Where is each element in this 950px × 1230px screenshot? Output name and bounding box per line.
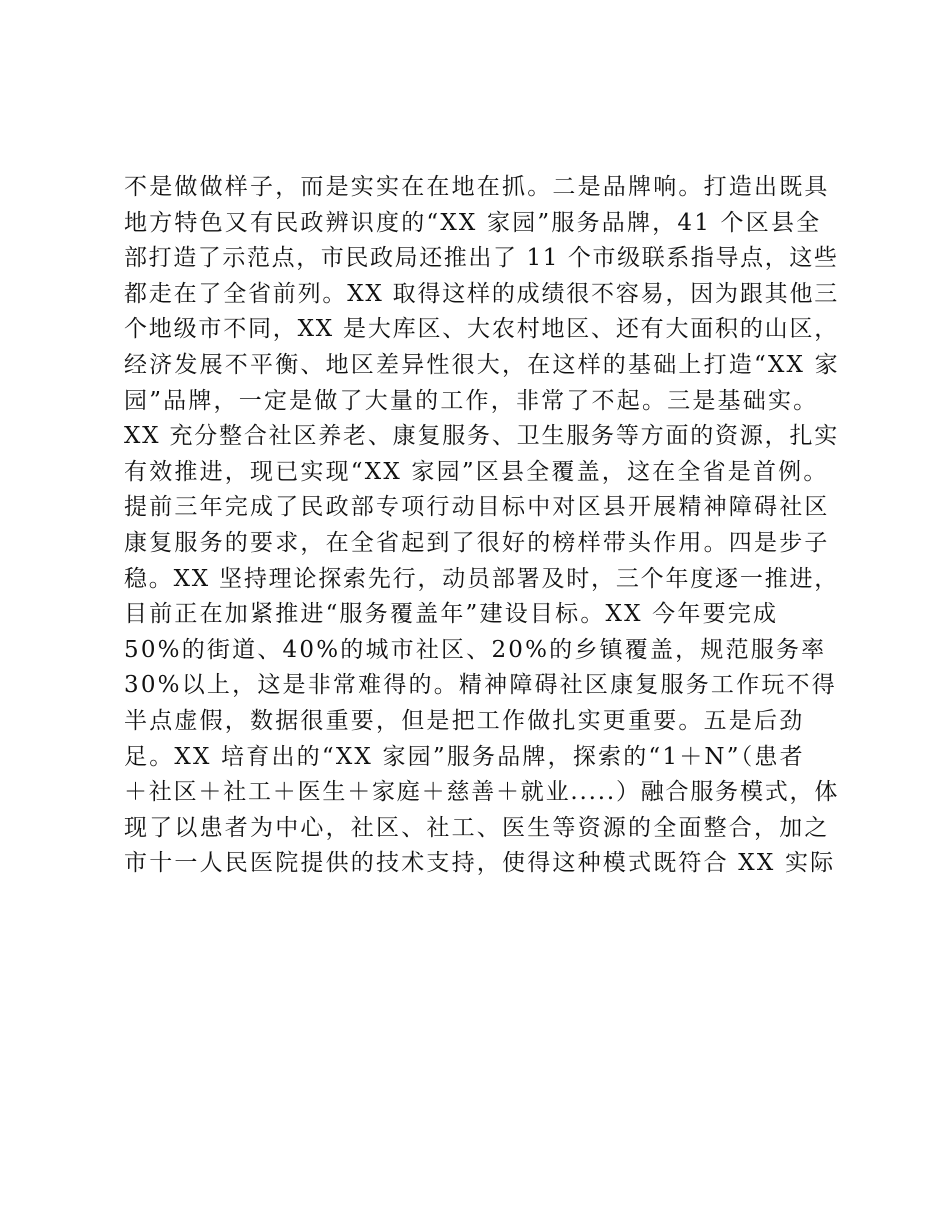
- text-line: 不是做做样子，而是实实在在地在抓。二是品牌响。打造出既具: [124, 174, 830, 200]
- text-line: 稳。XX 坚持理论探索先行，动员部署及时，三个年度逐一推进，: [124, 565, 840, 592]
- text-line: 提前三年完成了民政部专项行动目标中对区县开展精神障碍社区: [124, 494, 830, 521]
- text-line: 市十一人民医院提供的技术支持，使得这种模式既符合 XX 实际: [124, 850, 836, 877]
- body-paragraph: [124, 170, 844, 882]
- text-line: 30%以上，这是非常难得的。精神障碍社区康复服务工作玩不得: [124, 672, 837, 699]
- text-line: ＋社区＋社工＋医生＋家庭＋慈善＋就业.....）融合服务模式，体: [124, 779, 840, 806]
- text-line: 都走在了全省前列。XX 取得这样的成绩很不容易，因为跟其他三: [124, 280, 840, 307]
- text-line: 半点虚假，数据很重要，但是把工作做扎实更重要。五是后劲: [124, 707, 805, 734]
- text-line: XX 充分整合社区养老、康复服务、卫生服务等方面的资源，扎实: [124, 423, 840, 450]
- text-line: 经济发展不平衡、地区差异性很大，在这样的基础上打造“XX 家: [124, 351, 840, 378]
- text-line: 足。XX 培育出的“XX 家园”服务品牌，探索的“1＋N”（患者: [124, 743, 805, 770]
- text-line: 50%的街道、40%的城市社区、20%的乡镇覆盖，规范服务率: [124, 636, 827, 663]
- text-line: 个地级市不同，XX 是大库区、大农村地区、还有大面积的山区，: [124, 316, 840, 343]
- text-line: 地方特色又有民政辨识度的“XX 家园”服务品牌，41 个区县全: [124, 209, 822, 236]
- text-line: 现了以患者为中心，社区、社工、医生等资源的全面整合，加之: [124, 814, 830, 841]
- text-line: 园”品牌，一定是做了大量的工作，非常了不起。三是基础实。: [124, 387, 819, 414]
- text-line: 部打造了示范点，市民政局还推出了 11 个市级联系指导点，这些: [124, 245, 839, 272]
- text-line: 康复服务的要求，在全省起到了很好的榜样带头作用。四是步子: [124, 529, 830, 556]
- text-line: 有效推进，现已实现“XX 家园”区县全覆盖，这在全省是首例。: [124, 458, 829, 485]
- text-line: 目前正在加紧推进“服务覆盖年”建设目标。XX 今年要完成: [124, 601, 779, 628]
